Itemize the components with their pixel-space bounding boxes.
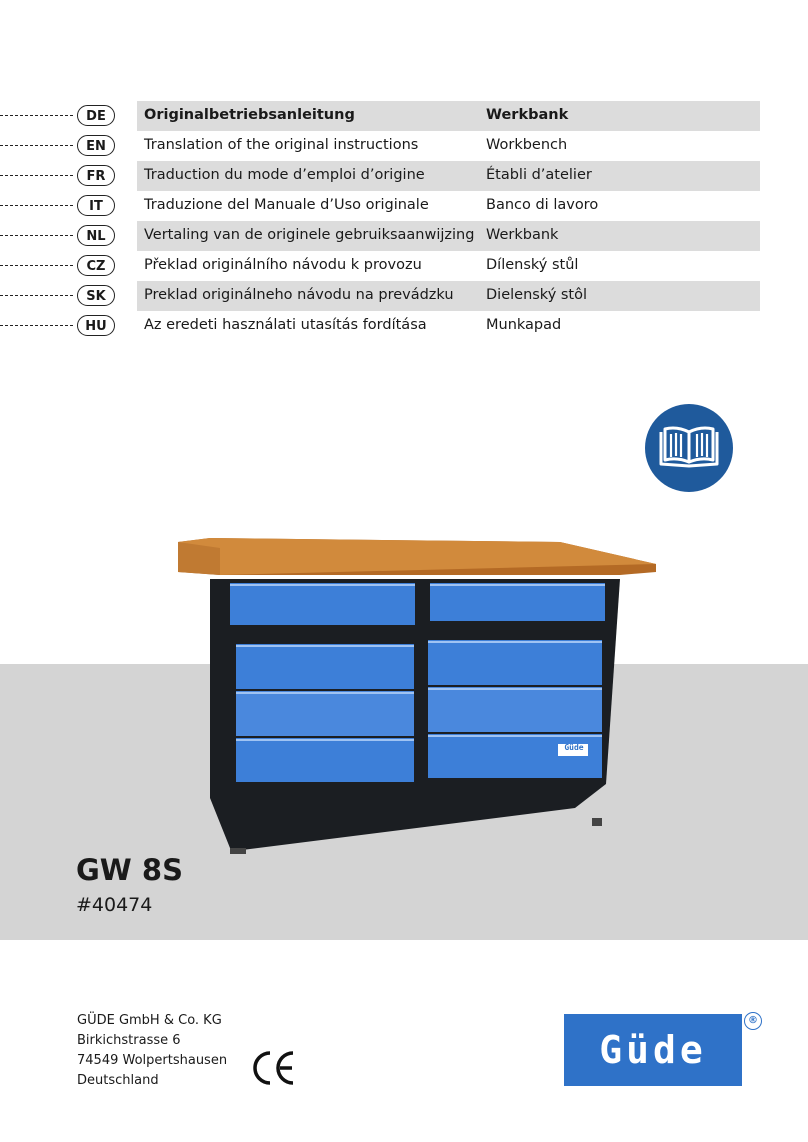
language-code-badge: EN: [77, 135, 115, 156]
manual-title: Originalbetriebsanleitung: [144, 107, 355, 123]
product-name: Munkapad: [486, 317, 562, 333]
guede-logo: [564, 1014, 742, 1086]
dashed-leader: [0, 175, 73, 176]
company-city: 74549 Wolpertshausen: [77, 1053, 228, 1068]
logo-text: Güde: [599, 1028, 707, 1072]
workbench-image: [170, 528, 660, 864]
language-row-hu: [0, 311, 760, 341]
language-code-badge: NL: [77, 225, 115, 246]
language-row-en: [0, 131, 760, 161]
ce-mark-icon: [250, 1050, 296, 1086]
language-code-badge: IT: [77, 195, 115, 216]
product-name: Workbench: [486, 137, 568, 153]
language-row-nl: [0, 221, 760, 251]
language-row-sk: [0, 281, 760, 311]
drawer-brand-badge: Güde: [564, 743, 584, 752]
product-name: Dílenský stůl: [486, 257, 579, 273]
manual-title: Traduction du mode d’emploi d’origine: [144, 167, 425, 183]
dashed-leader: [0, 205, 73, 206]
manual-title: Vertaling van de originele gebruiksaanwijzing: [144, 227, 475, 243]
language-row-cz: [0, 251, 760, 281]
language-code-badge: HU: [77, 315, 115, 336]
manual-title: Preklad originálneho návodu na prevádzku: [144, 287, 454, 303]
open-book-icon: [645, 404, 733, 492]
language-table: [0, 101, 760, 341]
product-name: Établi d’atelier: [486, 167, 592, 183]
manual-title: Translation of the original instructions: [144, 137, 419, 153]
dashed-leader: [0, 145, 73, 146]
dashed-leader: [0, 235, 73, 236]
product-name: Werkbank: [486, 107, 569, 123]
product-name: Werkbank: [486, 227, 559, 243]
language-code-badge: FR: [77, 165, 115, 186]
language-code-badge: SK: [77, 285, 115, 306]
manual-title: Překlad originálního návodu k provozu: [144, 257, 422, 273]
company-address: [77, 1011, 227, 1091]
company-name: GÜDE GmbH & Co. KG: [77, 1013, 222, 1028]
language-row-it: [0, 191, 760, 221]
dashed-leader: [0, 265, 73, 266]
language-row-de: [0, 101, 760, 131]
registered-mark: ®: [744, 1012, 762, 1030]
dashed-leader: [0, 295, 73, 296]
language-code-badge: DE: [77, 105, 115, 126]
dashed-leader: [0, 115, 73, 116]
manual-title: Az eredeti használati utasítás fordítása: [144, 317, 427, 333]
dashed-leader: [0, 325, 73, 326]
manual-title: Traduzione del Manuale d’Uso originale: [144, 197, 429, 213]
model-name: GW 8S: [76, 853, 183, 887]
language-row-fr: [0, 161, 760, 191]
article-number: #40474: [76, 894, 153, 916]
product-name: Banco di lavoro: [486, 197, 599, 213]
company-country: Deutschland: [77, 1073, 159, 1088]
product-name: Dielenský stôl: [486, 287, 588, 303]
company-street: Birkichstrasse 6: [77, 1033, 181, 1048]
language-code-badge: CZ: [77, 255, 115, 276]
